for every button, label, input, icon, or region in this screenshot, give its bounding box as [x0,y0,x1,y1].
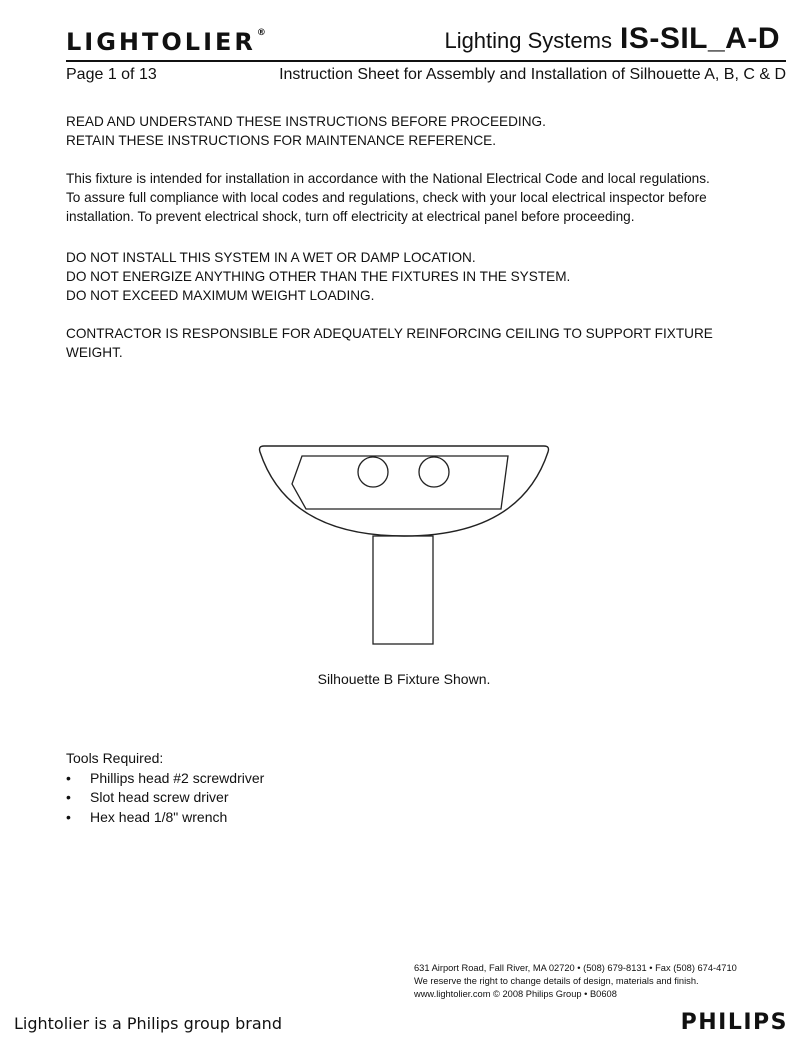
list-item: • Slot head screw driver [66,788,264,808]
tools-heading: Tools Required: [66,750,164,766]
warning-line: DO NOT INSTALL THIS SYSTEM IN A WET OR DAMP LOCATION. [66,250,476,265]
philips-logo: PHILIPS [680,1010,788,1035]
bullet: • [66,769,71,786]
footer-rights: We reserve the right to change details of design, materials and finish. [414,976,699,986]
tools-required [66,749,264,827]
code-compliance-block [66,169,766,226]
list-item: • Hex head 1/8" wrench [66,808,264,828]
header-rule [66,60,786,62]
paragraph-line: installation. To prevent electrical shock, turn off electricity at electrical panel before proceeding. [66,209,635,224]
figure-caption: Silhouette B Fixture Shown. [317,671,491,687]
tools-list [66,769,264,828]
fixture-stem [373,536,433,644]
footer-contact [414,962,737,1001]
paragraph-line: To assure full compliance with local codes and regulations, check with your local electrical inspector before [66,190,707,205]
list-item: • Phillips head #2 screwdriver [66,769,264,789]
lamp-opening-left [358,457,388,487]
warning-line: RETAIN THESE INSTRUCTIONS FOR MAINTENANCE REFERENCE. [66,133,497,148]
fixture-bowl [260,446,549,536]
contractor-warning: CONTRACTOR IS RESPONSIBLE FOR ADEQUATELY REINFORCING CEILING TO SUPPORT FIXTURE WEIGHT. [66,326,713,360]
brand-statement: Lightolier is a Philips group brand [14,1014,282,1033]
lamp-opening-right [419,457,449,487]
brand-name: LIGHTOLIER [66,28,256,56]
safety-warnings-block [66,248,766,305]
paragraph-line: This fixture is intended for installation in accordance with the National Electrical Code and local regulations. [66,171,710,186]
warning-line: READ AND UNDERSTAND THESE INSTRUCTIONS BEFORE PROCEEDING. [66,114,546,129]
footer-web: www.lightolier.com © 2008 Philips Group • B0608 [414,989,617,999]
bullet: • [66,789,71,805]
footer-address: 631 Airport Road, Fall River, MA 02720 • (508) 679-8131 • Fax (508) 674-4710 [414,963,737,973]
page-number: Page 1 of 13 [66,66,157,83]
warning-line: DO NOT EXCEED MAXIMUM WEIGHT LOADING. [66,288,375,303]
sheet-title: Instruction Sheet for Assembly and Installation of Silhouette A, B, C & D [279,66,786,83]
bullet: • [66,808,71,825]
read-instructions-block [66,112,766,150]
warning-line: DO NOT ENERGIZE ANYTHING OTHER THAN THE FIXTURES IN THE SYSTEM. [66,269,571,284]
system-label: Lighting Systems [444,28,612,53]
fixture-bowl-inset [292,456,508,509]
lightolier-logo [66,28,266,56]
system-code: IS-SIL_A-D [619,22,780,55]
fixture-illustration [252,436,552,648]
document-id [444,22,780,56]
registered-mark: ® [256,28,266,38]
